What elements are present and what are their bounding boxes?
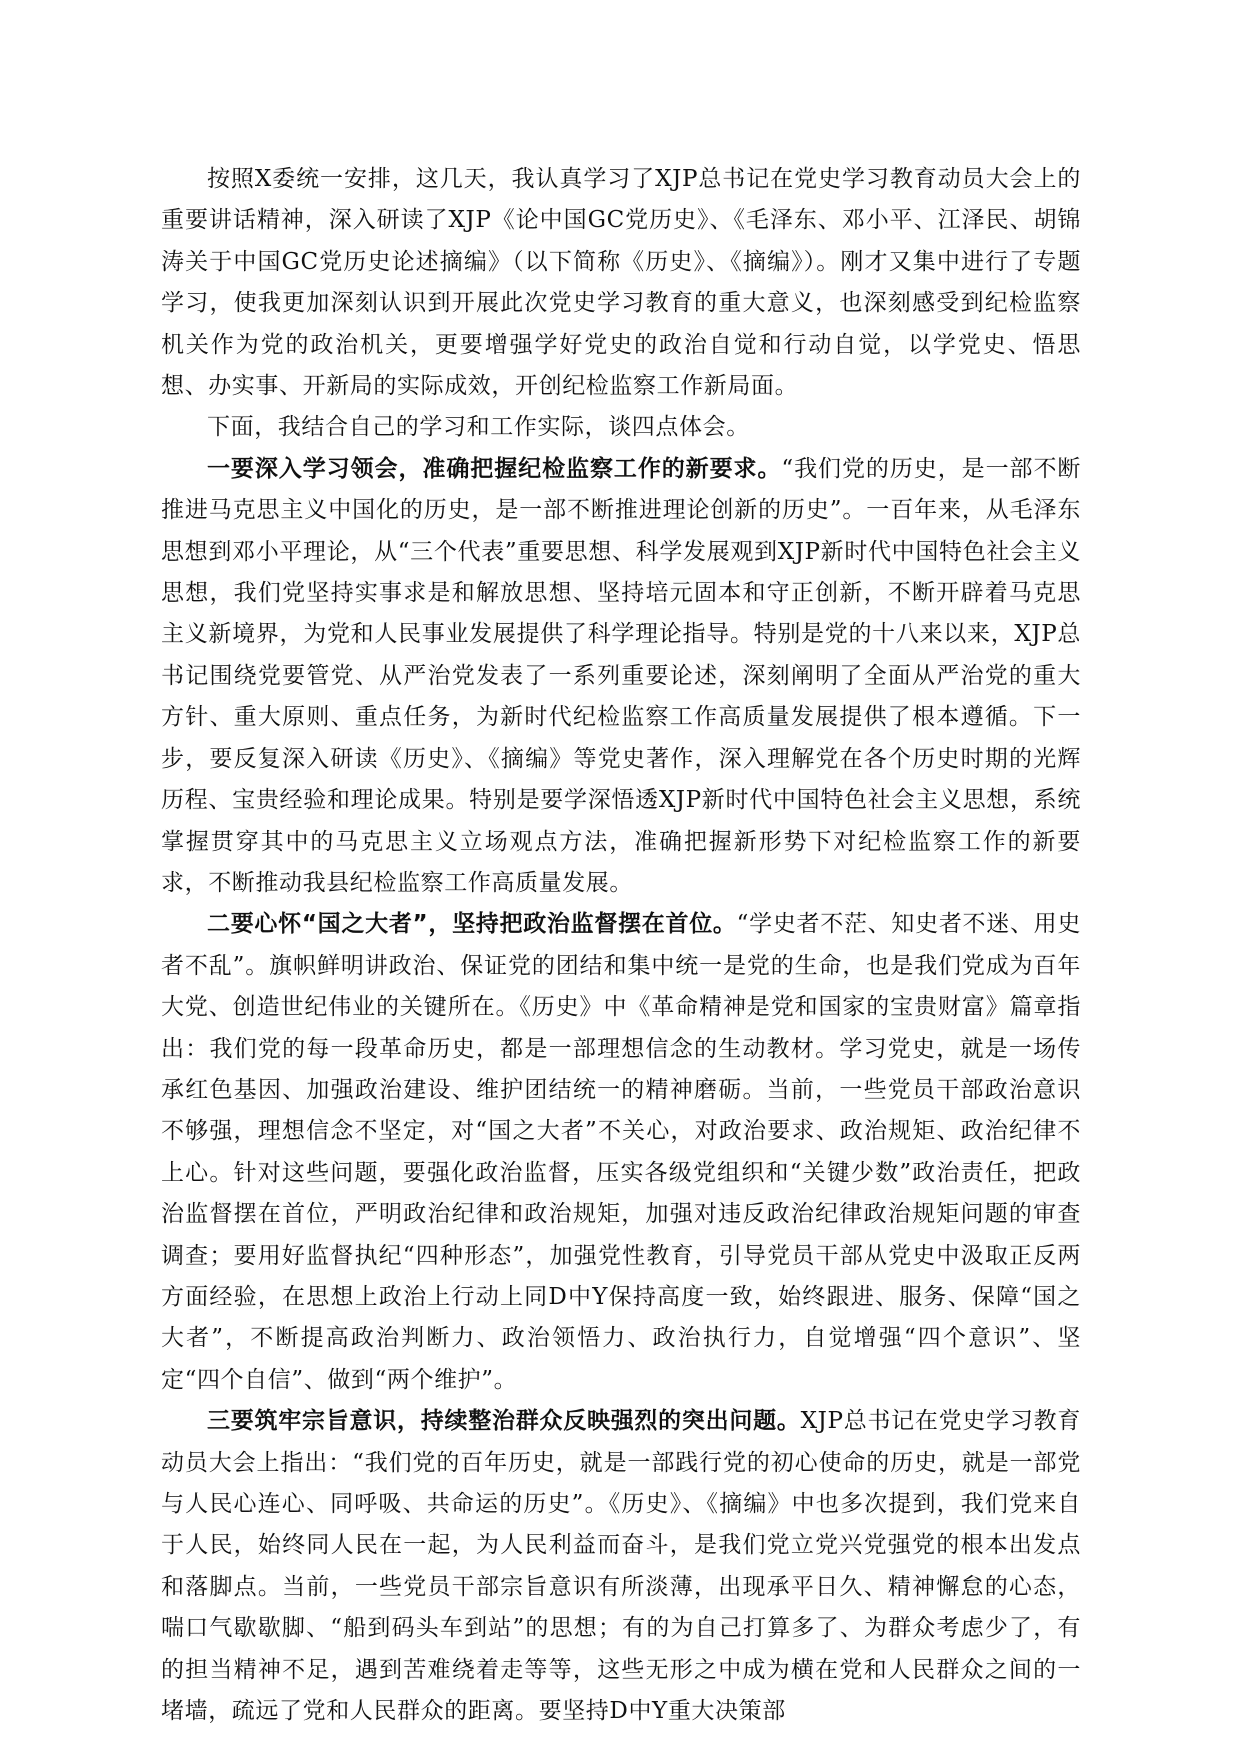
paragraph-heading: 一要深入学习领会，准确把握纪检监察工作的新要求。 (207, 455, 782, 482)
paragraph-text: “学史者不茫、知史者不迷、用史者不乱”。旗帜鲜明讲政治、保证党的团结和集中统一是党的生命，也是我们党成为百年大党、创造世纪伟业的关键所在。《历史》中《革命精神是党和国家的宝贵财富》篇章指出：我们党的每一段革命历史，都是一部理想信念的生动教材。学习党史，就是一场传承红色基因、加强政治建设、维护团结统一的精神磨砺。当前，一些党员干部政治意识不够强，理想信念不坚定，对“国之大者”不关心，对政治要求、政治规矩、政治纪律不上心。针对这些问题，要强化政治监督，压实各级党组织和“关键少数”政治责任，把政治监督摆在首位，严明政治纪律和政治规矩，加强对违反政治纪律政治规矩问题的审查调查；要用好监督执纪“四种形态”，加强党性教育，引导党员干部从党史中汲取正反两方面经验，在思想上政治上行动上同D中Y保持高度一致，始终跟进、服务、保障“国之大者”，不断提高政治判断力、政治领悟力、政治执行力，自觉增强“四个意识”、坚定“四个自信”、做到“两个维护”。 (161, 911, 1081, 1393)
paragraph-intro (161, 159, 1081, 407)
paragraph-heading: 三要筑牢宗旨意识，持续整治群众反映强烈的突出问题。 (207, 1408, 801, 1435)
paragraph-text: 下面，我结合自己的学习和工作实际，谈四点体会。 (207, 414, 750, 441)
paragraph-point-one (161, 449, 1081, 904)
paragraph-point-three (161, 1401, 1081, 1732)
paragraph-transition (161, 407, 1081, 448)
paragraph-text: 按照X委统一安排，这几天，我认真学习了XJP总书记在党史学习教育动员大会上的重要讲话精神，深入研读了XJP《论中国GC党历史》、《毛泽东、邓小平、江泽民、胡锦涛关于中国GC党历史论述摘编》（以下简称《历史》、《摘编》）。刚才又集中进行了专题学习，使我更加深刻认识到开展此次党史学习教育的重大意义，也深刻感受到纪检监察机关作为党的政治机关，更要增强学好党史的政治自觉和行动自觉，以学党史、悟思想、办实事、开新局的实际成效，开创纪检监察工作新局面。 (161, 166, 1081, 400)
document-body (161, 159, 1081, 1732)
paragraph-point-two (161, 904, 1081, 1401)
paragraph-text: “我们党的历史，是一部不断推进马克思主义中国化的历史，是一部不断推进理论创新的历史”。一百年来，从毛泽东思想到邓小平理论，从“三个代表”重要思想、科学发展观到XJP新时代中国特色社会主义思想，我们党坚持实事求是和解放思想、坚持培元固本和守正创新，不断开辟着马克思主义新境界，为党和人民事业发展提供了科学理论指导。特别是党的十八来以来，XJP总书记围绕党要管党、从严治党发表了一系列重要论述，深刻阐明了全面从严治党的重大方针、重大原则、重点任务，为新时代纪检监察工作高质量发展提供了根本遵循。下一步，要反复深入研读《历史》、《摘编》等党史著作，深入理解党在各个历史时期的光辉历程、宝贵经验和理论成果。特别是要学深悟透XJP新时代中国特色社会主义思想，系统掌握贯穿其中的马克思主义立场观点方法，准确把握新形势下对纪检监察工作的新要求，不断推动我县纪检监察工作高质量发展。 (161, 455, 1081, 896)
paragraph-text: XJP总书记在党史学习教育动员大会上指出：“我们党的百年历史，就是一部践行党的初心使命的历史，就是一部党与人民心连心、同呼吸、共命运的历史”。《历史》、《摘编》中也多次提到，我们党来自于人民，始终同人民在一起，为人民利益而奋斗，是我们党立党兴党强党的根本出发点和落脚点。当前，一些党员干部宗旨意识有所淡薄，出现承平日久、精神懈怠的心态，喘口气歇歇脚、“船到码头车到站”的思想；有的为自己打算多了、为群众考虑少了，有的担当精神不足，遇到苦难绕着走等等，这些无形之中成为横在党和人民群众之间的一堵墙，疏远了党和人民群众的距离。要坚持D中Y重大决策部 (161, 1408, 1082, 1725)
paragraph-heading: 二要心怀“国之大者”，坚持把政治监督摆在首位。 (207, 911, 737, 938)
